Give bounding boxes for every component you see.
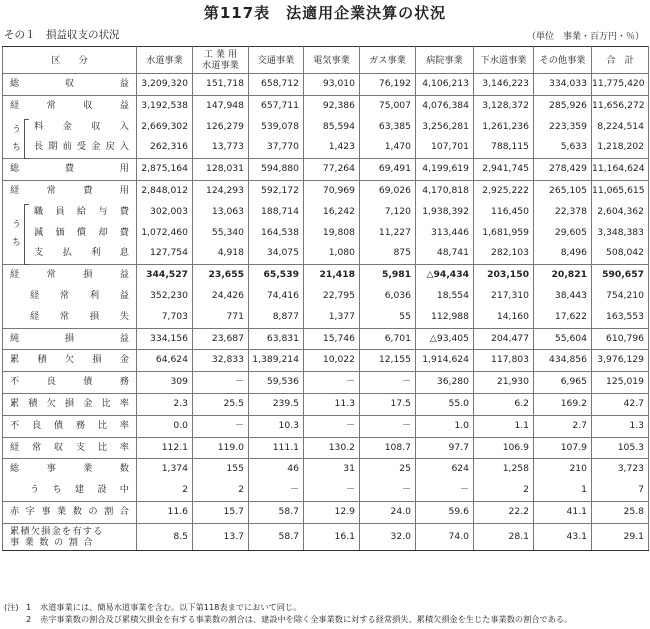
cell-transport: 8,877	[249, 307, 304, 328]
cell-hospital: 4,106,213	[416, 74, 474, 96]
cell-water: 8.5	[137, 523, 193, 550]
cell-industrial-water: 4,918	[193, 243, 249, 264]
cell-hospital: 48,741	[416, 243, 474, 264]
cell-sewer: 1,261,236	[474, 117, 534, 138]
cell-gas: 55	[360, 307, 416, 328]
cell-hospital: 4,199,619	[416, 159, 474, 181]
cell-water: 262,316	[137, 137, 193, 158]
cell-transport: 239.5	[249, 393, 304, 415]
header-hospital: 病院事業	[416, 47, 474, 74]
cell-total: 2,604,362	[592, 202, 649, 223]
row-label: 長期前受金戻入	[3, 137, 137, 158]
header-other: その他事業	[534, 47, 592, 74]
row-label: 経常収益	[3, 95, 137, 116]
cell-hospital: 1,914,624	[416, 350, 474, 372]
cell-gas: －	[360, 372, 416, 394]
cell-water: 11.6	[137, 501, 193, 523]
uchi-label: う ち	[10, 219, 20, 247]
cell-other: 20,821	[534, 265, 592, 286]
cell-total: 754,210	[592, 286, 649, 307]
cell-gas: 875	[360, 243, 416, 264]
header-industrial-water: 工 業 用 水道事業	[193, 47, 249, 74]
table-row	[3, 459, 649, 480]
cell-transport: 74,416	[249, 286, 304, 307]
cell-sewer: 6.2	[474, 393, 534, 415]
cell-electric: 130.2	[304, 437, 360, 459]
cell-sewer: 117,803	[474, 350, 534, 372]
cell-gas: 7,120	[360, 202, 416, 223]
cell-hospital: 36,280	[416, 372, 474, 394]
cell-hospital: 3,256,281	[416, 117, 474, 138]
cell-electric: －	[304, 480, 360, 501]
row-label: 料金収入	[3, 117, 137, 138]
footnotes	[4, 601, 572, 625]
cell-water: 2.3	[137, 393, 193, 415]
cell-transport: 37,770	[249, 137, 304, 158]
cell-sewer: 1,258	[474, 459, 534, 480]
cell-gas: 69,491	[360, 159, 416, 181]
table-row	[3, 202, 649, 223]
cell-gas: 1,470	[360, 137, 416, 158]
cell-gas: 76,192	[360, 74, 416, 96]
cell-water: 2,875,164	[137, 159, 193, 181]
row-label: 減価償却費	[3, 223, 137, 244]
cell-electric: 1,080	[304, 243, 360, 264]
row-label: 不良債務比率	[3, 415, 137, 437]
cell-gas: 25	[360, 459, 416, 480]
table-row	[3, 393, 649, 415]
cell-other: 223,359	[534, 117, 592, 138]
cell-gas: －	[360, 415, 416, 437]
cell-electric: 31	[304, 459, 360, 480]
cell-other: 6,965	[534, 372, 592, 394]
cell-total: 25.8	[592, 501, 649, 523]
table-row	[3, 523, 649, 550]
row-label: 支払利息	[3, 243, 137, 264]
table-row	[3, 223, 649, 244]
cell-transport: 539,078	[249, 117, 304, 138]
cell-hospital: 1.0	[416, 415, 474, 437]
cell-industrial-water: 25.5	[193, 393, 249, 415]
cell-transport: －	[249, 480, 304, 501]
header-row	[3, 47, 649, 74]
cell-industrial-water: 151,718	[193, 74, 249, 96]
cell-industrial-water: 13,773	[193, 137, 249, 158]
cell-other: 285,926	[534, 95, 592, 116]
unit-note: （単位 事業・百万円・％）	[526, 32, 644, 42]
cell-electric: 92,386	[304, 95, 360, 116]
cell-hospital: △93,405	[416, 328, 474, 350]
row-label: 総事業数	[3, 459, 137, 480]
cell-electric: 21,418	[304, 265, 360, 286]
header-category: 区 分	[3, 47, 137, 74]
row-label: 職員給与費	[3, 202, 137, 223]
uchi-label: う ち	[10, 123, 20, 151]
table-row	[3, 350, 649, 372]
cell-electric: 10,022	[304, 350, 360, 372]
cell-hospital: 4,076,384	[416, 95, 474, 116]
cell-electric: 16,242	[304, 202, 360, 223]
cell-industrial-water: 155	[193, 459, 249, 480]
header-electric: 電気事業	[304, 47, 360, 74]
cell-transport: 111.1	[249, 437, 304, 459]
cell-industrial-water: 126,279	[193, 117, 249, 138]
cell-electric: 77,264	[304, 159, 360, 181]
cell-sewer: 282,103	[474, 243, 534, 264]
table-row	[3, 74, 649, 96]
cell-electric: 70,969	[304, 180, 360, 201]
cell-other: 5,633	[534, 137, 592, 158]
cell-other: 41.1	[534, 501, 592, 523]
table-subtitle: その１ 損益収支の状況	[4, 29, 120, 41]
cell-total: 8,224,514	[592, 117, 649, 138]
cell-sewer: 106.9	[474, 437, 534, 459]
cell-industrial-water: －	[193, 372, 249, 394]
cell-hospital: 18,554	[416, 286, 474, 307]
cell-transport: 34,075	[249, 243, 304, 264]
cell-total: 125,019	[592, 372, 649, 394]
cell-total: 3,348,383	[592, 223, 649, 244]
table-row	[3, 437, 649, 459]
cell-industrial-water: 128,031	[193, 159, 249, 181]
cell-water: 64,624	[137, 350, 193, 372]
cell-total: 42.7	[592, 393, 649, 415]
group-bracket	[24, 204, 29, 265]
cell-electric: 19,808	[304, 223, 360, 244]
cell-industrial-water: －	[193, 415, 249, 437]
cell-total: 1,218,202	[592, 137, 649, 158]
cell-hospital: 4,170,818	[416, 180, 474, 201]
cell-sewer: 2	[474, 480, 534, 501]
cell-transport: 188,714	[249, 202, 304, 223]
cell-total: 105.3	[592, 437, 649, 459]
cell-total: 508,042	[592, 243, 649, 264]
table-row	[3, 180, 649, 201]
cell-industrial-water: 32,833	[193, 350, 249, 372]
cell-industrial-water: 23,655	[193, 265, 249, 286]
cell-other: 22,378	[534, 202, 592, 223]
cell-other: 334,033	[534, 74, 592, 96]
cell-water: 7,703	[137, 307, 193, 328]
cell-total: 11,775,420	[592, 74, 649, 96]
cell-hospital: 74.0	[416, 523, 474, 550]
cell-water: 309	[137, 372, 193, 394]
table-row	[3, 372, 649, 394]
cell-total: 163,553	[592, 307, 649, 328]
cell-electric: －	[304, 415, 360, 437]
cell-industrial-water: 771	[193, 307, 249, 328]
row-label: うち建設中	[3, 480, 137, 501]
cell-gas: 17.5	[360, 393, 416, 415]
cell-other: 1	[534, 480, 592, 501]
cell-transport: 592,172	[249, 180, 304, 201]
header-transport: 交通事業	[249, 47, 304, 74]
cell-water: 2,848,012	[137, 180, 193, 201]
cell-other: 265,105	[534, 180, 592, 201]
cell-water: 112.1	[137, 437, 193, 459]
cell-water: 2,669,302	[137, 117, 193, 138]
cell-electric: 12.9	[304, 501, 360, 523]
cell-gas: 32.0	[360, 523, 416, 550]
cell-water: 2	[137, 480, 193, 501]
cell-industrial-water: 15.7	[193, 501, 249, 523]
cell-gas: 24.0	[360, 501, 416, 523]
cell-sewer: 28.1	[474, 523, 534, 550]
cell-total: 1.3	[592, 415, 649, 437]
cell-water: 127,754	[137, 243, 193, 264]
settlement-table	[2, 46, 649, 551]
cell-hospital: 59.6	[416, 501, 474, 523]
cell-gas: 108.7	[360, 437, 416, 459]
cell-sewer: 116,450	[474, 202, 534, 223]
cell-transport: 63,831	[249, 328, 304, 350]
cell-gas: －	[360, 480, 416, 501]
cell-electric: 93,010	[304, 74, 360, 96]
cell-water: 3,209,320	[137, 74, 193, 96]
cell-sewer: 203,150	[474, 265, 534, 286]
cell-total: 11,656,272	[592, 95, 649, 116]
table-row	[3, 117, 649, 138]
cell-hospital: 107,701	[416, 137, 474, 158]
cell-total: 3,976,129	[592, 350, 649, 372]
cell-hospital: 313,446	[416, 223, 474, 244]
cell-hospital: 112,988	[416, 307, 474, 328]
cell-transport: 657,711	[249, 95, 304, 116]
cell-transport: 1,389,214	[249, 350, 304, 372]
cell-sewer: 3,128,372	[474, 95, 534, 116]
cell-total: 29.1	[592, 523, 649, 550]
row-label: 経常収支比率	[3, 437, 137, 459]
table-row	[3, 159, 649, 181]
table-row	[3, 328, 649, 350]
cell-sewer: 2,925,222	[474, 180, 534, 201]
cell-industrial-water: 124,293	[193, 180, 249, 201]
cell-total: 590,657	[592, 265, 649, 286]
cell-sewer: 3,146,223	[474, 74, 534, 96]
table-row	[3, 95, 649, 116]
cell-electric: 1,423	[304, 137, 360, 158]
cell-sewer: 14,160	[474, 307, 534, 328]
cell-total: 11,065,615	[592, 180, 649, 201]
cell-total: 11,164,624	[592, 159, 649, 181]
cell-gas: 6,701	[360, 328, 416, 350]
cell-gas: 63,385	[360, 117, 416, 138]
row-label: 経常損失	[3, 307, 137, 328]
row-label: 経常費用	[3, 180, 137, 201]
table-row	[3, 137, 649, 158]
cell-other: 2.7	[534, 415, 592, 437]
cell-electric: 22,795	[304, 286, 360, 307]
cell-other: 43.1	[534, 523, 592, 550]
cell-other: 434,856	[534, 350, 592, 372]
cell-sewer: 204,477	[474, 328, 534, 350]
cell-sewer: 788,115	[474, 137, 534, 158]
cell-other: 210	[534, 459, 592, 480]
cell-industrial-water: 2	[193, 480, 249, 501]
cell-sewer: 21,930	[474, 372, 534, 394]
cell-sewer: 217,310	[474, 286, 534, 307]
cell-electric: 1,377	[304, 307, 360, 328]
cell-hospital: 55.0	[416, 393, 474, 415]
cell-electric: 16.1	[304, 523, 360, 550]
header-sewer: 下水道事業	[474, 47, 534, 74]
table-row	[3, 307, 649, 328]
cell-industrial-water: 13,063	[193, 202, 249, 223]
cell-hospital: 97.7	[416, 437, 474, 459]
cell-water: 1,072,460	[137, 223, 193, 244]
footnote-1: (注) 1 水道事業には、簡易水道事業を含む。以下第118表までにおいて同じ。	[4, 602, 302, 612]
cell-gas: 5,981	[360, 265, 416, 286]
cell-water: 302,003	[137, 202, 193, 223]
cell-hospital: △94,434	[416, 265, 474, 286]
cell-gas: 12,155	[360, 350, 416, 372]
cell-transport: 46	[249, 459, 304, 480]
table-row	[3, 286, 649, 307]
cell-other: 17,622	[534, 307, 592, 328]
cell-other: 29,605	[534, 223, 592, 244]
header-water: 水道事業	[137, 47, 193, 74]
cell-industrial-water: 147,948	[193, 95, 249, 116]
cell-sewer: 1,681,959	[474, 223, 534, 244]
cell-transport: 658,712	[249, 74, 304, 96]
cell-gas: 69,026	[360, 180, 416, 201]
cell-total: 610,796	[592, 328, 649, 350]
cell-electric: 15,746	[304, 328, 360, 350]
cell-hospital: －	[416, 480, 474, 501]
cell-hospital: 624	[416, 459, 474, 480]
cell-hospital: 1,938,392	[416, 202, 474, 223]
group-bracket	[24, 119, 29, 159]
table-row	[3, 480, 649, 501]
cell-electric: 85,594	[304, 117, 360, 138]
cell-other: 169.2	[534, 393, 592, 415]
table-row	[3, 415, 649, 437]
row-label: 累積欠損金を有する 事業数の割合	[3, 523, 137, 550]
cell-industrial-water: 55,340	[193, 223, 249, 244]
cell-electric: 11.3	[304, 393, 360, 415]
cell-other: 278,429	[534, 159, 592, 181]
cell-transport: 594,880	[249, 159, 304, 181]
cell-other: 55,604	[534, 328, 592, 350]
row-label: 総費用	[3, 159, 137, 181]
cell-gas: 75,007	[360, 95, 416, 116]
table-row	[3, 501, 649, 523]
row-label: 赤字事業数の割合	[3, 501, 137, 523]
row-label: 純損益	[3, 328, 137, 350]
cell-other: 107.9	[534, 437, 592, 459]
row-label: 累積欠損金	[3, 350, 137, 372]
cell-water: 3,192,538	[137, 95, 193, 116]
cell-industrial-water: 119.0	[193, 437, 249, 459]
cell-sewer: 1.1	[474, 415, 534, 437]
cell-water: 352,230	[137, 286, 193, 307]
header-total: 合 計	[592, 47, 649, 74]
row-label: 累積欠損金比率	[3, 393, 137, 415]
cell-total: 7	[592, 480, 649, 501]
cell-water: 1,374	[137, 459, 193, 480]
row-label: 総収益	[3, 74, 137, 96]
cell-water: 0.0	[137, 415, 193, 437]
table-row	[3, 265, 649, 286]
cell-electric: －	[304, 372, 360, 394]
footnote-2: 2 赤字事業数の割合及び累積欠損金を有する事業数の割合は、建設中を除く全事業数に対する経常損失、累積欠損金を生じた事業数の割合である。	[26, 614, 573, 624]
cell-sewer: 22.2	[474, 501, 534, 523]
cell-gas: 11,227	[360, 223, 416, 244]
row-label: 不良債務	[3, 372, 137, 394]
cell-gas: 6,036	[360, 286, 416, 307]
cell-industrial-water: 23,687	[193, 328, 249, 350]
cell-other: 38,443	[534, 286, 592, 307]
cell-transport: 59,536	[249, 372, 304, 394]
cell-industrial-water: 13.7	[193, 523, 249, 550]
cell-total: 3,723	[592, 459, 649, 480]
cell-sewer: 2,941,745	[474, 159, 534, 181]
row-label: 経常利益	[3, 286, 137, 307]
cell-transport: 65,539	[249, 265, 304, 286]
table-title: 第117表 法適用企業決算の状況	[203, 4, 447, 22]
cell-transport: 58.7	[249, 501, 304, 523]
row-label: 経常損益	[3, 265, 137, 286]
cell-other: 8,496	[534, 243, 592, 264]
header-gas: ガス事業	[360, 47, 416, 74]
cell-industrial-water: 24,426	[193, 286, 249, 307]
cell-water: 344,527	[137, 265, 193, 286]
cell-transport: 58.7	[249, 523, 304, 550]
cell-transport: 164,538	[249, 223, 304, 244]
cell-transport: 10.3	[249, 415, 304, 437]
cell-water: 334,156	[137, 328, 193, 350]
table-row	[3, 243, 649, 264]
